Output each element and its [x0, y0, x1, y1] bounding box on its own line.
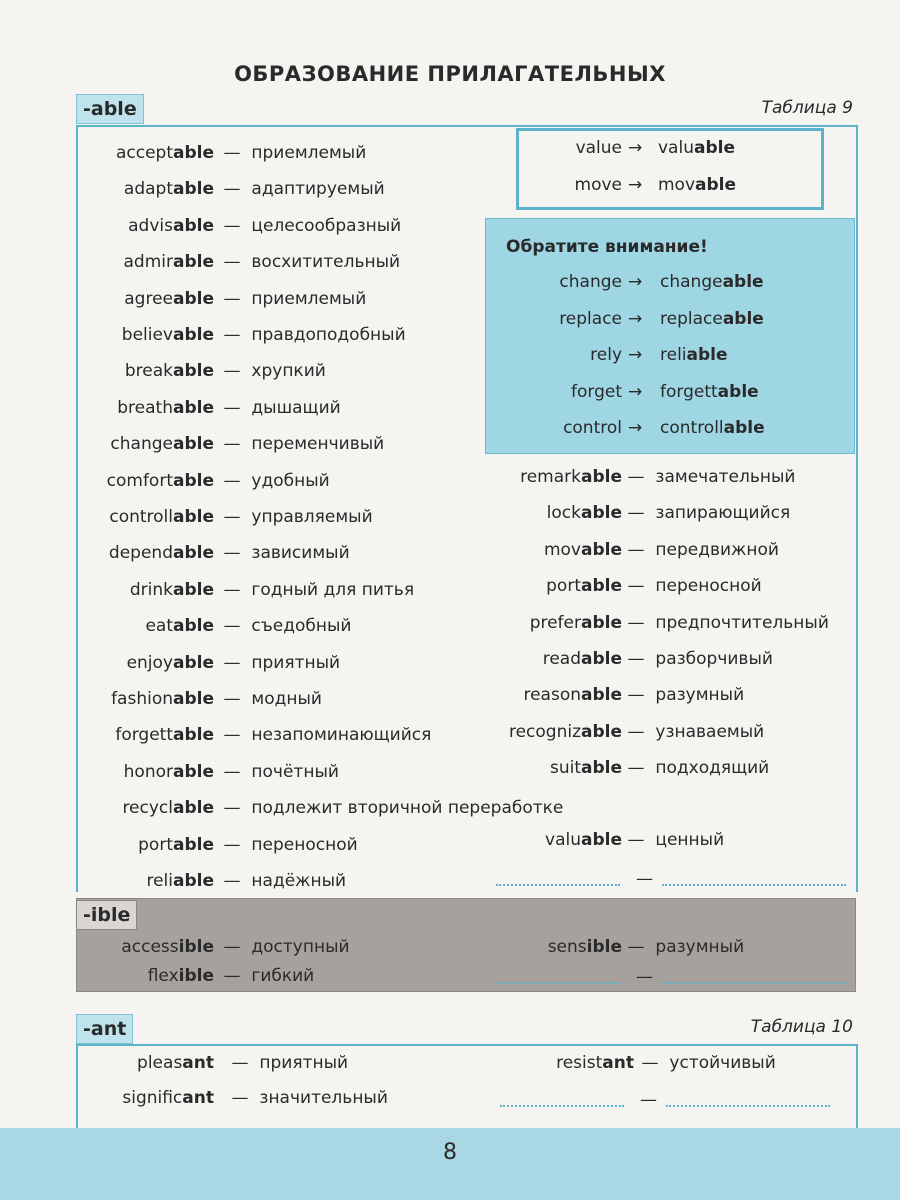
able-right-translation: — подходящий — [627, 758, 770, 779]
rule-row — [0, 133, 900, 163]
table-label-9: Таблица 9 — [761, 98, 853, 118]
blank-word — [500, 1095, 624, 1107]
table-label-10: Таблица 10 — [750, 1017, 853, 1037]
ible-word: accessible — [121, 937, 214, 957]
ible-translation: — гибкий — [223, 966, 315, 986]
able-left-translation: — адаптируемый — [223, 179, 385, 200]
able-left-translation: — целесообразный — [223, 215, 402, 236]
able-left-word: acceptable — [115, 143, 214, 163]
able-left-word: adaptable — [123, 179, 214, 200]
able-right-row — [0, 498, 900, 528]
able-right-translation: — переносной — [627, 576, 762, 597]
note-derived-word: reliable — [660, 345, 728, 365]
able-left-word: recyclable — [122, 798, 214, 819]
note-row — [0, 340, 900, 370]
able-right-word: recognizable — [508, 721, 622, 742]
able-right-translation: — узнаваемый — [627, 721, 765, 742]
able-right-word: readable — [542, 649, 622, 669]
note-derived-word: replaceable — [660, 308, 764, 329]
ant-translation: — устойчивый — [641, 1053, 776, 1073]
able-left-translation: — подлежит вторичной переработке — [223, 798, 564, 819]
blank-translation — [666, 1095, 830, 1107]
able-left-translation: — надёжный — [223, 871, 347, 891]
able-right-word: movable — [543, 539, 622, 560]
able-left-word: controllable — [109, 507, 214, 527]
blank-translation — [662, 972, 846, 984]
page-number: 8 — [443, 1140, 457, 1165]
able-right-row — [0, 717, 900, 747]
able-right-translation: — передвижной — [627, 539, 779, 560]
able-left-word: enjoyable — [126, 652, 214, 673]
able-left-word: changeable — [110, 434, 214, 455]
note-base-word: rely — [590, 345, 622, 365]
rule-base-word: value — [575, 138, 622, 158]
note-base-word: change — [559, 272, 622, 292]
able-left-translation: — приемлемый — [223, 143, 367, 163]
able-right-translation: — разумный — [627, 685, 745, 706]
able-right-row — [0, 571, 900, 601]
arrow-icon: → — [628, 272, 643, 292]
ible-word: flexible — [147, 966, 214, 986]
able-left-word: drinkable — [129, 579, 214, 600]
rule-base-word: move — [574, 175, 622, 195]
ible-translation: — разумный — [627, 937, 745, 957]
arrow-icon: → — [628, 308, 643, 329]
note-row — [0, 377, 900, 407]
able-left-word: breathable — [117, 397, 214, 418]
able-right-word: remarkable — [520, 467, 622, 487]
able-left-translation: — приятный — [223, 652, 341, 673]
able-left-translation: — приемлемый — [223, 288, 367, 309]
able-right-translation: — разборчивый — [627, 649, 773, 669]
note-derived-word: controllable — [660, 418, 765, 438]
ant-row — [0, 1048, 900, 1078]
blank-dash: — — [640, 1090, 657, 1110]
able-left-word: honorable — [123, 761, 214, 782]
able-right-word: portable — [546, 576, 622, 597]
able-right-row — [0, 753, 900, 783]
able-left-translation: — зависимый — [223, 543, 350, 564]
able-left-translation: — хрупкий — [223, 361, 326, 382]
able-right-row — [0, 608, 900, 638]
able-left-word: believable — [121, 325, 214, 345]
able-left-translation: — годный для питья — [223, 579, 415, 600]
able-left-word: admirable — [123, 252, 214, 273]
able-left-translation: — переносной — [223, 834, 358, 855]
able-left-translation: — правдоподобный — [223, 325, 406, 345]
blank-dash: — — [636, 967, 653, 987]
valuable-row — [0, 825, 900, 855]
note-title: Обратите внимание! — [506, 237, 708, 257]
arrow-icon: → — [628, 175, 643, 195]
able-left-translation: — почётный — [223, 761, 339, 782]
rule-row — [0, 170, 900, 200]
note-row — [0, 304, 900, 334]
able-left-translation: — переменчивый — [223, 434, 385, 455]
rule-derived-word: movable — [658, 175, 737, 195]
blank-word — [496, 874, 620, 886]
able-left-word: comfortable — [106, 470, 214, 491]
able-left-translation: — дышащий — [223, 397, 341, 418]
able-left-translation: — восхитительный — [223, 252, 401, 273]
note-base-word: forget — [571, 381, 622, 402]
arrow-icon: → — [628, 418, 643, 438]
arrow-icon: → — [628, 138, 643, 158]
section-tag-able: -able — [76, 94, 144, 124]
ible-translation: — доступный — [223, 937, 350, 957]
able-left-translation: — съедобный — [223, 616, 352, 637]
note-row — [0, 267, 900, 297]
note-base-word: replace — [559, 308, 622, 329]
able-left-word: fashionable — [111, 689, 214, 709]
blank-dash: — — [636, 869, 653, 889]
ible-row — [0, 932, 900, 962]
able-right-translation: — замечательный — [627, 467, 796, 487]
valuable-translation: — ценный — [627, 830, 725, 850]
section-tag-ant: -ant — [76, 1014, 133, 1044]
section-tag-ible: -ible — [76, 900, 137, 930]
arrow-icon: → — [628, 381, 643, 402]
able-left-translation: — незапоминающийся — [223, 725, 432, 746]
note-derived-word: changeable — [660, 272, 764, 292]
note-derived-word: forgettable — [660, 381, 759, 402]
blank-word — [496, 972, 620, 984]
able-right-row — [0, 644, 900, 674]
able-right-row — [0, 462, 900, 492]
able-right-row — [0, 680, 900, 710]
able-left-word: eatable — [145, 616, 214, 637]
valuable-word: valuable — [545, 830, 622, 850]
able-left-translation: — удобный — [223, 470, 330, 491]
note-base-word: control — [563, 418, 622, 438]
able-right-word: suitable — [549, 758, 622, 779]
rule-derived-word: valuable — [658, 138, 735, 158]
able-left-word: forgettable — [115, 725, 214, 746]
able-left-word: dependable — [108, 543, 214, 564]
ant-word: significant — [122, 1088, 214, 1108]
able-left-word: agreeable — [124, 288, 214, 309]
page-title: ОБРАЗОВАНИЕ ПРИЛАГАТЕЛЬНЫХ — [234, 62, 666, 86]
able-left-word: portable — [138, 834, 214, 855]
ant-word: resistant — [556, 1053, 634, 1073]
blank-translation — [662, 874, 846, 886]
able-right-translation: — предпочтительный — [627, 612, 829, 633]
note-row — [0, 413, 900, 443]
ant-translation: — приятный — [231, 1053, 349, 1073]
arrow-icon: → — [628, 345, 643, 365]
able-right-word: lockable — [546, 503, 622, 524]
able-left-translation: — управляемый — [223, 507, 373, 527]
able-right-translation: — запирающийся — [627, 503, 791, 524]
ant-translation: — значительный — [231, 1088, 388, 1108]
able-left-word: breakable — [124, 361, 214, 382]
ible-word: sensible — [547, 937, 622, 957]
able-right-word: preferable — [529, 612, 622, 633]
able-right-row — [0, 535, 900, 565]
able-right-word: reasonable — [523, 685, 622, 706]
able-left-translation: — модный — [223, 689, 322, 709]
able-left-word: advisable — [128, 215, 214, 236]
ant-word: pleasant — [137, 1053, 214, 1073]
able-left-word: reliable — [146, 871, 214, 891]
able-left-row — [0, 793, 900, 823]
